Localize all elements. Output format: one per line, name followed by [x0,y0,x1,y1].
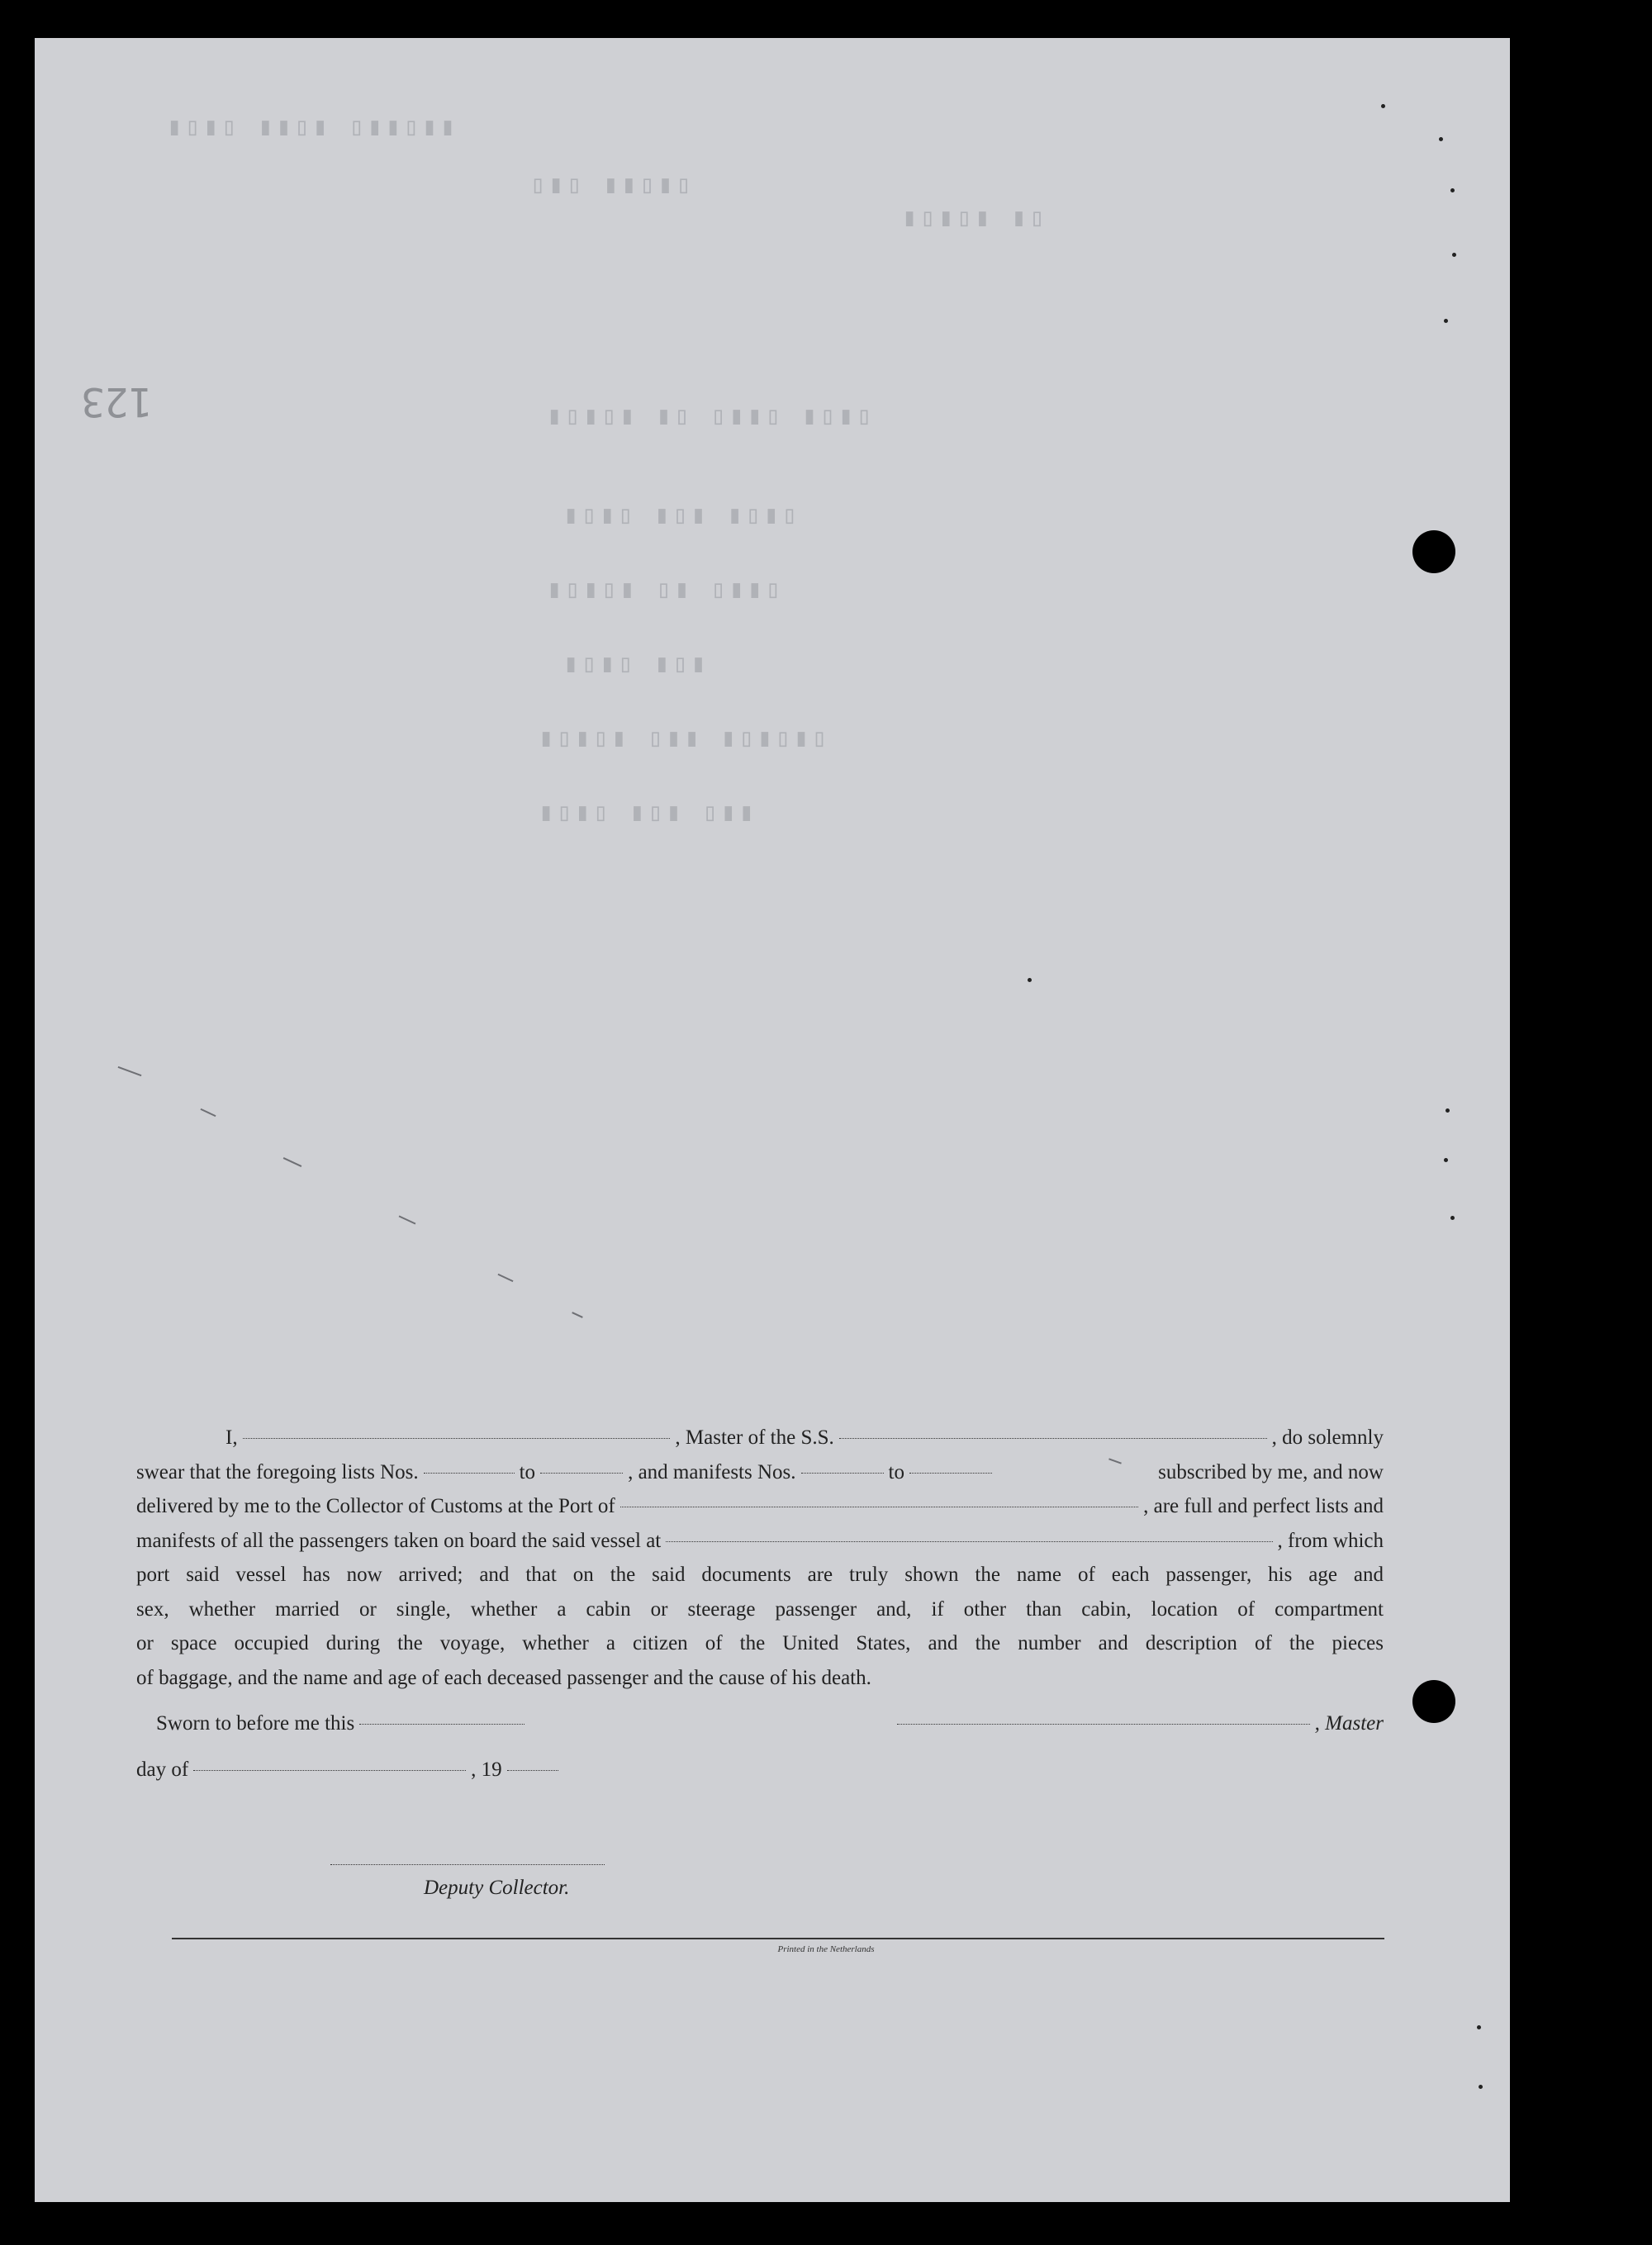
bleed-through-text: ▮▯▮▯ ▮▯▮ ▮▯▮▯ [563,501,800,529]
oath-text: , from which [1277,1529,1384,1552]
day-of-label: day of [136,1758,189,1781]
sworn-line [136,1706,1384,1741]
oath-text: , and manifests Nos. [628,1460,796,1483]
bleed-through-text: ▮▯▮▯▮ ▮▯ ▯▮▮▯ ▮▯▮▯ [547,401,876,430]
bleed-through-number: 123 [81,378,153,425]
pencil-mark [498,1274,514,1282]
bleed-through-text: ▮▯▮▯ ▮▯▮ [563,649,710,678]
oath-text: , Master of the S.S. [675,1426,834,1449]
oath-text: to [888,1460,904,1483]
document-page [35,38,1510,2202]
ship-name-field[interactable] [839,1438,1267,1439]
oath-text: , do solemnly [1271,1426,1384,1449]
paper-speck [1439,137,1443,141]
paper-speck [1450,188,1455,192]
paper-speck [1444,319,1448,323]
year-field[interactable] [507,1770,558,1771]
oath-text: port said vessel has now arrived; and that on the said documents are truly shown the name of each passenger, his age and [136,1564,1384,1586]
bleed-through-text: ▮▯▮▯ ▮▯▮ ▯▮▮ [539,798,757,827]
bleed-through-text: ▯▮▯ ▮▮▯▮▯ [530,170,695,199]
oath-line-2 [136,1455,1384,1490]
paper-speck [1028,978,1032,982]
oath-text: I, [225,1426,238,1449]
bleed-through-text: ▮▯▮▯▮ ▯▮ ▯▮▮▯ [547,575,784,604]
lists-from-field[interactable] [424,1473,515,1474]
paper-speck [1446,1108,1450,1113]
punch-hole-bottom [1412,1680,1455,1723]
sworn-day-field[interactable] [359,1724,525,1725]
oath-text: or space occupied during the voyage, whether a citizen of the United States, and the number and description of the pieces [136,1632,1384,1654]
master-signature-field[interactable] [897,1724,1310,1725]
pencil-mark [572,1312,583,1318]
punch-hole-top [1412,530,1455,573]
paper-speck [1477,2025,1481,2029]
month-field[interactable] [193,1770,466,1771]
bleed-through-text: ▮▯▮▯ ▮▮▯▮ ▯▮▮▯▮▮ [167,112,458,141]
oath-text: subscribed by me, and now [1158,1460,1384,1483]
oath-text: manifests of all the passengers taken on board the said vessel at [136,1529,662,1552]
oath-text: , are full and perfect lists and [1143,1495,1384,1517]
paper-speck [1450,1216,1455,1220]
sworn-label: Sworn to before me this [156,1712,355,1735]
master-name-field[interactable] [243,1438,671,1439]
manifests-to-field[interactable] [909,1473,992,1474]
paper-speck [1452,253,1456,257]
master-oath-text [136,1421,1384,1787]
departure-port-field[interactable] [666,1541,1272,1542]
oath-line-3 [136,1489,1384,1524]
pencil-mark [201,1108,216,1117]
paper-speck [1444,1158,1448,1162]
day-of-line [136,1753,1384,1787]
pencil-mark [283,1157,302,1167]
lists-to-field[interactable] [540,1473,623,1474]
paper-speck [1479,2085,1483,2089]
deputy-signature-field[interactable] [330,1864,605,1865]
year-label: , 19 [471,1758,502,1781]
deputy-collector-label: Deputy Collector. [424,1877,570,1899]
oath-line-1 [136,1421,1384,1455]
footer-rule [172,1938,1384,1939]
oath-text: swear that the foregoing lists Nos. [136,1460,419,1483]
oath-text: sex, whether married or single, whether a cabin or steerage passenger and, if other than cabin, location of compartment [136,1597,1384,1621]
oath-line-4 [136,1524,1384,1559]
printer-note: Printed in the Netherlands [777,1944,875,1954]
paper-speck [1381,104,1385,108]
manifests-from-field[interactable] [801,1473,884,1474]
pencil-mark [399,1215,416,1224]
oath-text: to [519,1460,536,1483]
bleed-through-text: ▮▯▮▯▮ ▯▮▮ ▮▯▮▯▮▯ [539,724,830,752]
bleed-through-text: ▮▯▮▯▮ ▮▯ [902,203,1048,232]
oath-text: of baggage, and the name and age of each deceased passenger and the cause of his death. [136,1666,871,1689]
master-label: , Master [1314,1712,1384,1735]
pencil-mark [118,1066,142,1076]
oath-paragraph-body [136,1558,1384,1661]
oath-text: delivered by me to the Collector of Customs at the Port of [136,1495,615,1517]
